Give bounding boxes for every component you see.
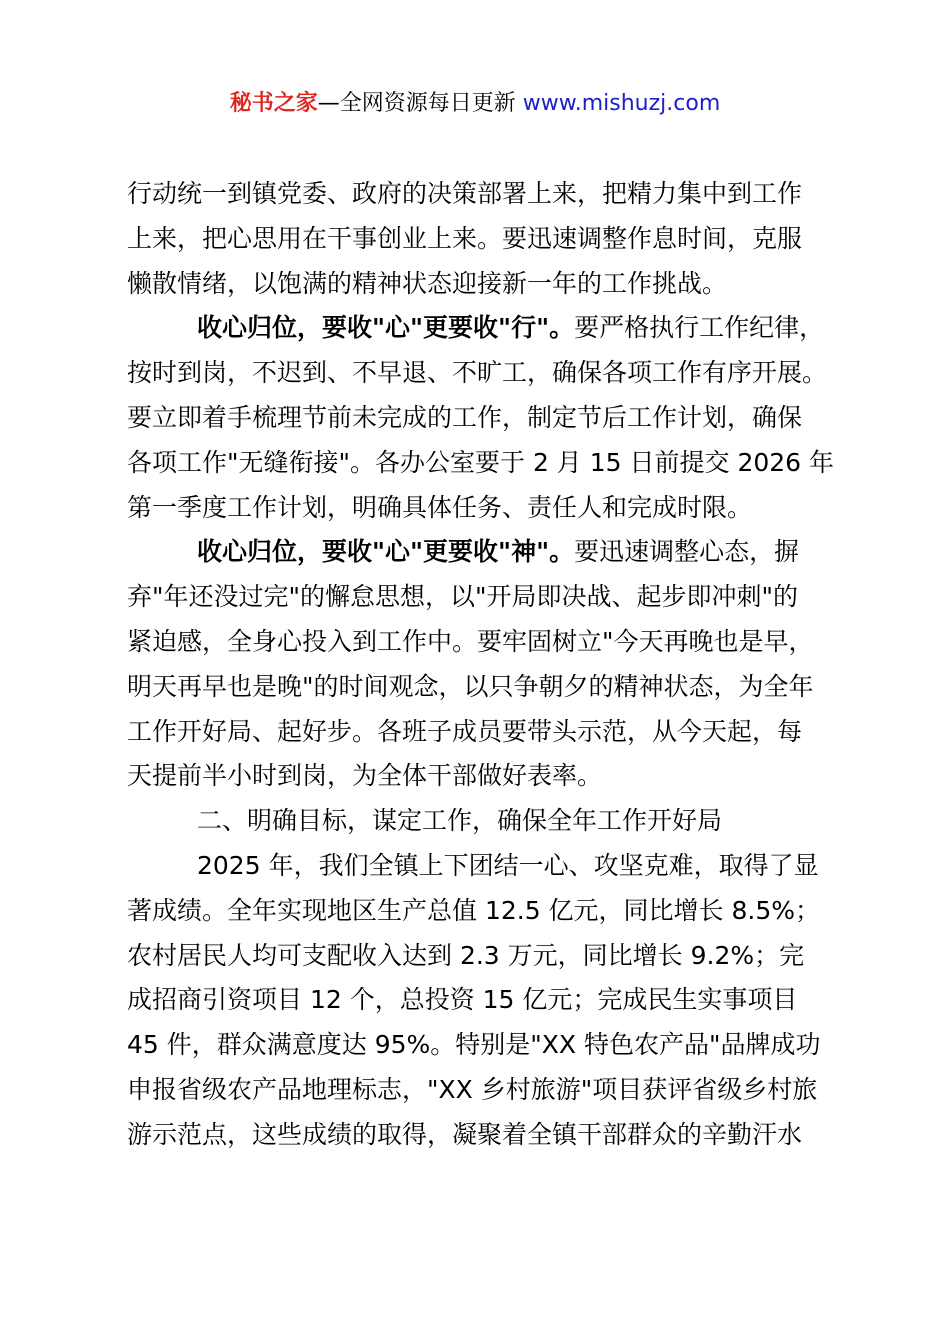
text-line: 弃"年还没过完"的懈怠思想，以"开局即决战、起步即冲刺"的 (127, 582, 798, 612)
brand-name: 秘书之家 (229, 91, 318, 116)
document-body (127, 172, 837, 1158)
paragraph-first-line: 2025 年，我们全镇上下团结一心、攻坚克难，取得了显 (197, 850, 819, 880)
paragraph-heading-bold: 收心归位，要收"心"更要收"神"。 (197, 537, 575, 567)
text-line: 紧迫感，全身心投入到工作中。要牢固树立"今天再晚也是早， (127, 626, 814, 656)
text-line: 按时到岗，不迟到、不早退、不旷工，确保各项工作有序开展。 (127, 358, 828, 388)
paragraph-heading-bold: 收心归位，要收"心"更要收"行"。 (197, 313, 575, 343)
paragraph-first-line (127, 306, 837, 351)
text-line: 各项工作"无缝衔接"。各办公室要于 2 月 15 日前提交 2026 年 (127, 447, 835, 477)
text-line: 上来，把心思用在干事创业上来。要迅速调整作息时间，克服 (127, 223, 803, 253)
text-line: 天提前半小时到岗，为全体干部做好表率。 (127, 761, 603, 791)
text-line: 成招商引资项目 12 个，总投资 15 亿元；完成民生实事项目 (127, 985, 798, 1015)
header-tagline: —全网资源每日更新 (317, 91, 523, 116)
text-line: 著成绩。全年实现地区生产总值 12.5 亿元，同比增长 8.5%； (127, 895, 821, 925)
text-line: 45 件，群众满意度达 95%。特别是"XX 特色农产品"品牌成功 (127, 1030, 821, 1060)
text-line: 要立即着手梳理节前未完成的工作，制定节后工作计划，确保 (127, 402, 803, 432)
header-url[interactable]: www.mishuzj.com (522, 91, 721, 116)
paragraph-first-line (127, 530, 837, 575)
text-line: 第一季度工作计划，明确具体任务、责任人和完成时限。 (127, 492, 753, 522)
section-heading: 二、明确目标，谋定工作，确保全年工作开好局 (197, 806, 723, 836)
paragraph-text: 要严格执行工作纪律， (574, 313, 825, 343)
text-line: 工作开好局、起好步。各班子成员要带头示范，从今天起，每 (127, 716, 803, 746)
text-line: 行动统一到镇党委、政府的决策部署上来，把精力集中到工作 (127, 179, 803, 208)
page-header (0, 88, 950, 120)
text-line: 明天再早也是晚"的时间观念，以只争朝夕的精神状态，为全年 (127, 671, 814, 701)
text-line: 农村居民人均可支配收入达到 2.3 万元，同比增长 9.2%；完 (127, 940, 805, 970)
text-line: 申报省级农产品地理标志，"XX 乡村旅游"项目获评省级乡村旅 (127, 1074, 818, 1104)
text-line: 懒散情绪，以饱满的精神状态迎接新一年的工作挑战。 (127, 268, 728, 298)
paragraph-text: 要迅速调整心态，摒 (574, 537, 800, 567)
text-line: 游示范点，这些成绩的取得，凝聚着全镇干部群众的辛勤汗水 (127, 1119, 803, 1149)
